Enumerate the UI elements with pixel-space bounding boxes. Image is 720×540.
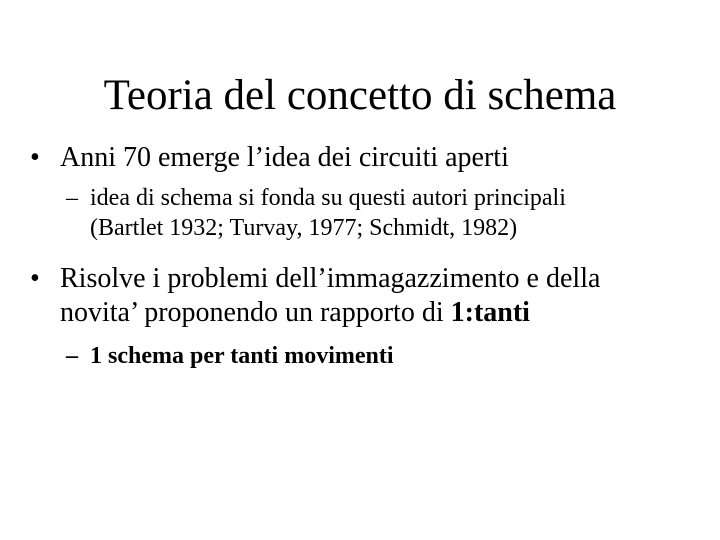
slide-title: Teoria del concetto di schema — [103, 72, 617, 119]
bullet-text — [60, 262, 720, 330]
bullet-line-1: Risolve i problemi dell’immagazzimento e della — [60, 263, 601, 294]
bullet-text: Anni 70 emerge l’idea dei circuiti aperti — [60, 142, 509, 173]
sub-bullet-line-2: (Bartlet 1932; Turvay, 1977; Schmidt, 1982) — [90, 215, 518, 241]
bullet-line-2 — [60, 296, 720, 330]
sub-bullet-text — [90, 183, 690, 243]
sub-bullet-line-1: idea di schema si fonda su questi autori principali — [90, 185, 566, 211]
sub-bullet-marker: – — [66, 185, 78, 211]
sub-bullet-text: 1 schema per tanti movimenti — [90, 343, 394, 369]
ratio-emphasis: 1:tanti — [450, 297, 530, 328]
bullet-marker: • — [30, 142, 40, 173]
sub-bullet-marker: – — [66, 343, 78, 369]
bullet-line-2-text: novita’ proponendo un rapporto di — [60, 297, 451, 328]
bullet-marker: • — [30, 263, 40, 294]
